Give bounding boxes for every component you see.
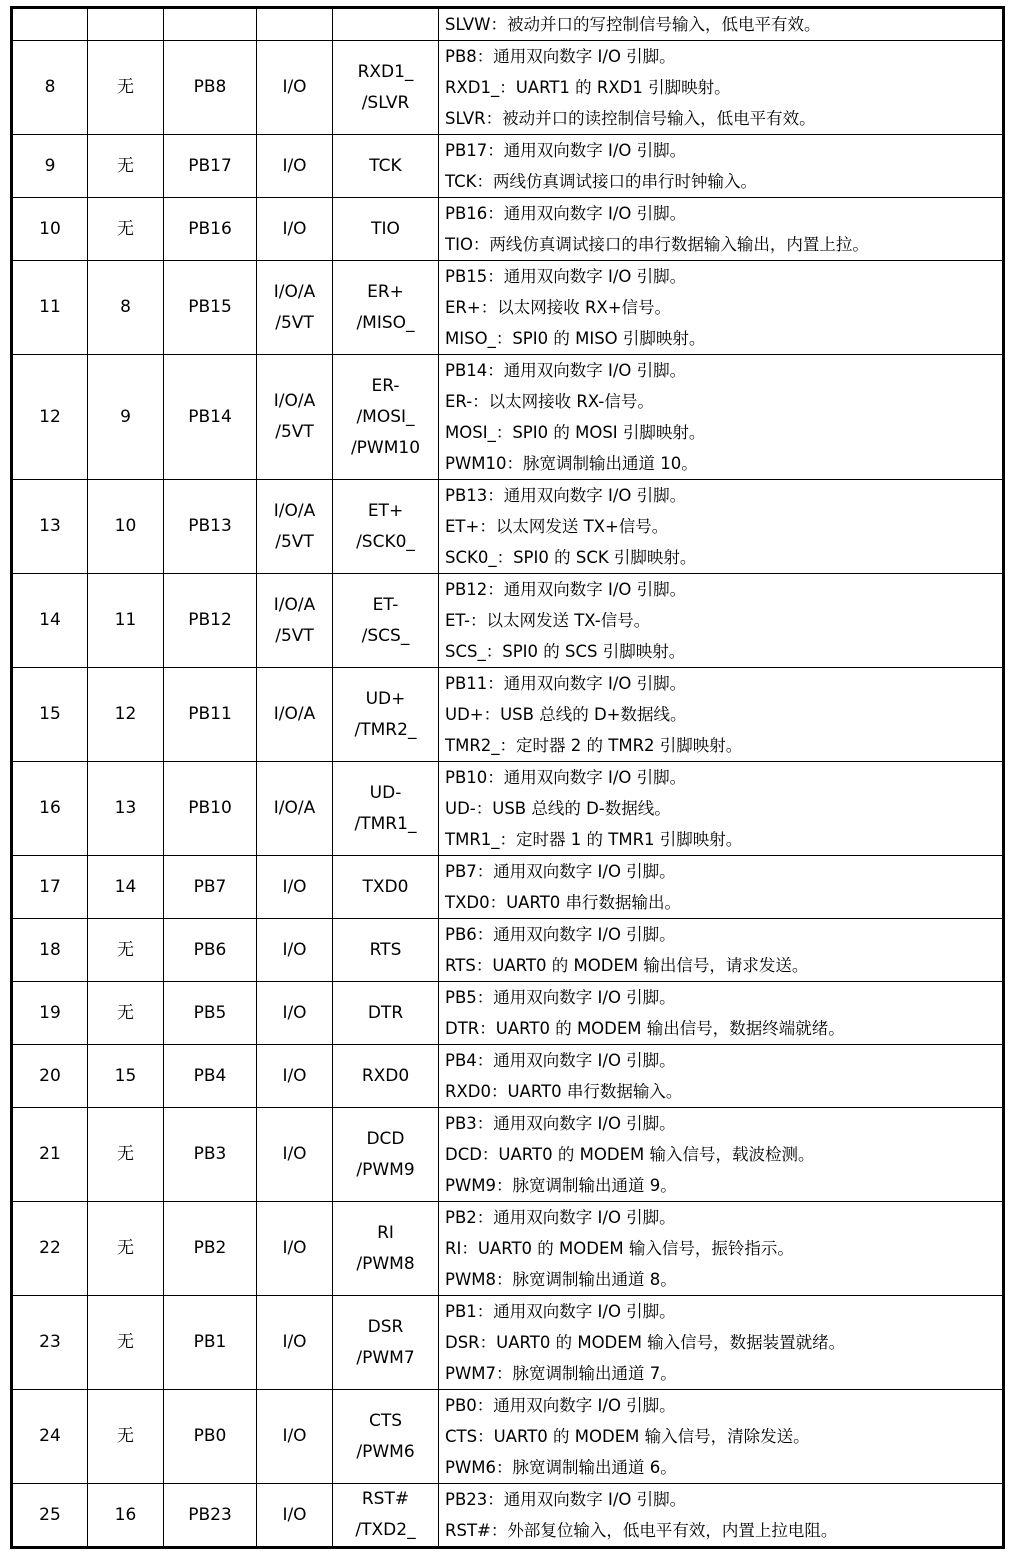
pin-number-cell: 19 [12, 982, 88, 1045]
description-line: TCK：两线仿真调试接口的串行时钟输入。 [445, 172, 757, 191]
description-cell [439, 762, 1004, 856]
pin-number-cell: 18 [12, 919, 88, 982]
description-line: ER-：以太网接收 RX-信号。 [445, 392, 654, 411]
table-row [12, 919, 1004, 982]
pin-name-cell: PB4 [164, 1045, 257, 1108]
type-line: I/O [282, 1504, 307, 1525]
pin-type-cell [257, 1202, 333, 1296]
description-line: MOSI_：SPI0 的 MOSI 引脚映射。 [445, 423, 706, 442]
pin-type-cell [257, 1045, 333, 1108]
description-line: PB5：通用双向数字 I/O 引脚。 [445, 988, 676, 1007]
alt-function-cell [333, 8, 439, 41]
description-line: CTS：UART0 的 MODEM 输入信号，清除发送。 [445, 1427, 810, 1446]
description-line: SLVW：被动并口的写控制信号输入，低电平有效。 [445, 15, 821, 34]
type-line: I/O [282, 1426, 307, 1446]
type-line: I/O/A [273, 704, 316, 724]
alt-pin-number-cell: 无 [88, 982, 164, 1045]
description-line: PB14：通用双向数字 I/O 引脚。 [445, 361, 687, 380]
description-line: SCK0_：SPI0 的 SCK 引脚映射。 [445, 548, 697, 567]
alt-function-cell [333, 135, 439, 198]
alt-function-cell [333, 762, 439, 856]
pin-type-cell [257, 919, 333, 982]
table-row [12, 1202, 1004, 1296]
alt-pin-number-cell: 14 [88, 856, 164, 919]
description-cell [439, 1296, 1004, 1390]
type-line: I/O [282, 1002, 307, 1023]
pin-type-cell [257, 135, 333, 198]
description-line: DCD：UART0 的 MODEM 输入信号，载波检测。 [445, 1145, 815, 1164]
description-cell [439, 1045, 1004, 1108]
description-line: UD-：USB 总线的 D-数据线。 [445, 799, 671, 818]
description-line: PWM7：脉宽调制输出通道 7。 [445, 1364, 677, 1383]
type-line: I/O/A [273, 500, 316, 521]
description-cell [439, 8, 1004, 41]
table-row [12, 41, 1004, 135]
pin-name-cell: PB3 [164, 1108, 257, 1202]
alt-function-cell [333, 1390, 439, 1484]
alt-line: /PWM10 [350, 437, 421, 458]
pin-type-cell [257, 261, 333, 355]
alt-line: TXD0 [362, 876, 409, 897]
description-line: DTR：UART0 的 MODEM 输出信号，数据终端就绪。 [445, 1019, 845, 1038]
table-row [12, 982, 1004, 1045]
type-line: I/O [282, 1332, 307, 1352]
type-line: I/O/A [273, 391, 316, 411]
alt-line: RI [377, 1222, 394, 1243]
table-row [12, 8, 1004, 41]
description-line: TXD0：UART0 串行数据输出。 [445, 893, 682, 912]
pin-number-cell: 10 [12, 198, 88, 261]
description-line: PB23：通用双向数字 I/O 引脚。 [445, 1490, 687, 1509]
alt-function-cell [333, 355, 439, 480]
description-line: RI：UART0 的 MODEM 输入信号，振铃指示。 [445, 1239, 794, 1258]
pin-name-cell: PB23 [164, 1484, 257, 1548]
alt-line: TIO [371, 218, 400, 239]
table-row [12, 1390, 1004, 1484]
description-line: PB6：通用双向数字 I/O 引脚。 [445, 925, 676, 944]
pin-number-cell: 25 [12, 1484, 88, 1548]
pin-number-cell: 21 [12, 1108, 88, 1202]
description-cell [439, 1390, 1004, 1484]
pin-type-cell [257, 1296, 333, 1390]
description-cell [439, 668, 1004, 762]
pin-name-cell: PB6 [164, 919, 257, 982]
pin-number-cell: 20 [12, 1045, 88, 1108]
pin-type-cell [257, 41, 333, 135]
pin-name-cell: PB2 [164, 1202, 257, 1296]
alt-line: ER+ [367, 281, 404, 302]
alt-line: RXD0 [361, 1065, 410, 1086]
type-line: /5VT [275, 531, 314, 552]
alt-function-cell [333, 41, 439, 135]
pin-number-cell: 22 [12, 1202, 88, 1296]
alt-line: /PWM8 [356, 1253, 415, 1274]
pin-name-cell: PB11 [164, 668, 257, 762]
alt-pin-number-cell: 无 [88, 1108, 164, 1202]
alt-function-cell [333, 668, 439, 762]
description-cell [439, 574, 1004, 668]
pin-name-cell: PB14 [164, 355, 257, 480]
description-line: SLVR：被动并口的读控制信号输入，低电平有效。 [445, 109, 816, 128]
alt-pin-number-cell: 无 [88, 1296, 164, 1390]
description-line: PWM10：脉宽调制输出通道 10。 [445, 454, 698, 473]
description-cell [439, 261, 1004, 355]
pin-type-cell [257, 198, 333, 261]
description-line: RXD1_：UART1 的 RXD1 引脚映射。 [445, 78, 731, 97]
table-row [12, 574, 1004, 668]
description-cell [439, 1202, 1004, 1296]
alt-pin-number-cell: 无 [88, 919, 164, 982]
pin-name-cell: PB7 [164, 856, 257, 919]
alt-line: TCK [369, 155, 402, 176]
alt-function-cell [333, 261, 439, 355]
alt-line: CTS [368, 1410, 403, 1431]
description-cell [439, 856, 1004, 919]
alt-line: DSR [367, 1316, 404, 1337]
description-line: PB7：通用双向数字 I/O 引脚。 [445, 862, 676, 881]
alt-line: /SCS_ [361, 625, 410, 646]
table-row [12, 668, 1004, 762]
table-row [12, 1484, 1004, 1548]
description-cell [439, 982, 1004, 1045]
description-cell [439, 135, 1004, 198]
description-cell [439, 1108, 1004, 1202]
description-line: PWM8：脉宽调制输出通道 8。 [445, 1270, 677, 1289]
pin-name-cell: PB17 [164, 135, 257, 198]
pin-type-cell [257, 480, 333, 574]
pin-description-table [10, 6, 1005, 1549]
pin-name-cell: PB5 [164, 982, 257, 1045]
description-line: PB4：通用双向数字 I/O 引脚。 [445, 1051, 676, 1070]
type-line: I/O/A [273, 798, 316, 818]
pin-type-cell [257, 1390, 333, 1484]
pin-type-cell [257, 1484, 333, 1548]
description-line: PB8：通用双向数字 I/O 引脚。 [445, 47, 676, 66]
alt-line: ET+ [367, 500, 404, 521]
alt-pin-number-cell: 无 [88, 135, 164, 198]
alt-line: /SCK0_ [356, 531, 415, 552]
alt-pin-number-cell: 12 [88, 668, 164, 762]
alt-pin-number-cell: 8 [88, 261, 164, 355]
pin-number-cell: 23 [12, 1296, 88, 1390]
alt-line: /TMR1_ [354, 813, 417, 834]
type-line: I/O/A [273, 281, 316, 302]
pin-number-cell: 17 [12, 856, 88, 919]
pin-name-cell: PB1 [164, 1296, 257, 1390]
alt-pin-number-cell: 13 [88, 762, 164, 856]
alt-function-cell [333, 480, 439, 574]
alt-line: ER- [371, 375, 400, 396]
alt-pin-number-cell [88, 8, 164, 41]
type-line: I/O [282, 1238, 307, 1258]
pin-number-cell: 12 [12, 355, 88, 480]
description-line: RXD0：UART0 串行数据输入。 [445, 1082, 683, 1101]
pin-name-cell: PB10 [164, 762, 257, 856]
table-row [12, 261, 1004, 355]
description-cell [439, 198, 1004, 261]
alt-line: /PWM9 [356, 1159, 415, 1180]
description-line: ET+：以太网发送 TX+信号。 [445, 517, 669, 536]
description-line: PWM9：脉宽调制输出通道 9。 [445, 1176, 677, 1195]
pin-name-cell [164, 8, 257, 41]
description-line: PWM6：脉宽调制输出通道 6。 [445, 1458, 677, 1477]
alt-line: DCD [366, 1128, 405, 1149]
pin-type-cell [257, 982, 333, 1045]
alt-pin-number-cell: 15 [88, 1045, 164, 1108]
type-line: I/O [282, 1144, 307, 1164]
description-line: RTS：UART0 的 MODEM 输出信号，请求发送。 [445, 956, 809, 975]
description-line: PB1：通用双向数字 I/O 引脚。 [445, 1302, 676, 1321]
table-row [12, 135, 1004, 198]
description-line: PB10：通用双向数字 I/O 引脚。 [445, 768, 687, 787]
description-cell [439, 919, 1004, 982]
table-row [12, 856, 1004, 919]
pin-number-cell: 9 [12, 135, 88, 198]
description-cell [439, 355, 1004, 480]
pin-type-cell [257, 762, 333, 856]
pin-number-cell: 14 [12, 574, 88, 668]
alt-function-cell [333, 574, 439, 668]
alt-pin-number-cell: 无 [88, 1202, 164, 1296]
alt-function-cell [333, 982, 439, 1045]
alt-pin-number-cell: 9 [88, 355, 164, 480]
table-row [12, 1296, 1004, 1390]
alt-line: /PWM7 [356, 1347, 415, 1368]
pin-number-cell: 8 [12, 41, 88, 135]
pin-number-cell: 13 [12, 480, 88, 574]
alt-line: /SLVR [361, 92, 410, 113]
alt-line: /TMR2_ [354, 719, 417, 740]
description-line: MISO_：SPI0 的 MISO 引脚映射。 [445, 329, 706, 348]
description-line: PB13：通用双向数字 I/O 引脚。 [445, 486, 687, 505]
alt-line: RTS [369, 939, 402, 960]
pin-type-cell [257, 8, 333, 41]
pin-number-cell [12, 8, 88, 41]
description-line: ET-：以太网发送 TX-信号。 [445, 611, 651, 630]
alt-line: UD- [369, 782, 402, 803]
pin-type-cell [257, 1108, 333, 1202]
description-line: RST#：外部复位输入，低电平有效，内置上拉电阻。 [445, 1521, 838, 1540]
description-cell [439, 1484, 1004, 1548]
pin-type-cell [257, 668, 333, 762]
alt-line: /PWM6 [356, 1441, 415, 1462]
pin-type-cell [257, 856, 333, 919]
alt-pin-number-cell: 无 [88, 198, 164, 261]
pin-type-cell [257, 355, 333, 480]
type-line: I/O [282, 155, 307, 176]
pin-name-cell: PB0 [164, 1390, 257, 1484]
alt-function-cell [333, 1484, 439, 1548]
alt-line: UD+ [365, 688, 406, 709]
description-line: DSR：UART0 的 MODEM 输入信号，数据装置就绪。 [445, 1333, 846, 1352]
pin-number-cell: 11 [12, 261, 88, 355]
alt-pin-number-cell: 10 [88, 480, 164, 574]
table-body [12, 8, 1004, 1548]
pin-name-cell: PB13 [164, 480, 257, 574]
description-line: SCS_：SPI0 的 SCS 引脚映射。 [445, 642, 686, 661]
alt-line: /TXD2_ [355, 1520, 416, 1540]
pin-name-cell: PB12 [164, 574, 257, 668]
pin-name-cell: PB15 [164, 261, 257, 355]
type-line: I/O [282, 939, 307, 960]
description-line: PB2：通用双向数字 I/O 引脚。 [445, 1208, 676, 1227]
table-row [12, 355, 1004, 480]
alt-line: ET- [372, 594, 399, 615]
type-line: I/O [282, 876, 307, 897]
type-line: I/O [282, 218, 307, 239]
description-cell [439, 480, 1004, 574]
table-row [12, 1045, 1004, 1108]
type-line: /5VT [275, 312, 314, 333]
alt-function-cell [333, 1045, 439, 1108]
pin-type-cell [257, 574, 333, 668]
alt-line: RST# [361, 1489, 410, 1509]
description-line: PB12：通用双向数字 I/O 引脚。 [445, 580, 687, 599]
alt-function-cell [333, 1108, 439, 1202]
alt-pin-number-cell: 11 [88, 574, 164, 668]
pin-number-cell: 24 [12, 1390, 88, 1484]
alt-function-cell [333, 856, 439, 919]
pin-name-cell: PB8 [164, 41, 257, 135]
type-line: I/O/A [273, 594, 316, 615]
description-line: PB0：通用双向数字 I/O 引脚。 [445, 1396, 676, 1415]
alt-line: RXD1_ [357, 61, 414, 82]
alt-line: DTR [367, 1002, 404, 1023]
pin-number-cell: 15 [12, 668, 88, 762]
alt-function-cell [333, 198, 439, 261]
type-line: I/O [282, 77, 307, 97]
alt-pin-number-cell: 无 [88, 41, 164, 135]
description-line: PB17：通用双向数字 I/O 引脚。 [445, 141, 687, 160]
table-row [12, 480, 1004, 574]
type-line: /5VT [275, 625, 314, 646]
alt-function-cell [333, 919, 439, 982]
description-line: TMR2_：定时器 2 的 TMR2 引脚映射。 [445, 736, 743, 755]
table-row [12, 762, 1004, 856]
alt-line: /MOSI_ [356, 406, 415, 427]
table-row [12, 1108, 1004, 1202]
description-line: PB15：通用双向数字 I/O 引脚。 [445, 267, 687, 286]
alt-pin-number-cell: 无 [88, 1390, 164, 1484]
description-line: TIO：两线仿真调试接口的串行数据输入输出，内置上拉。 [445, 235, 869, 254]
table-row [12, 198, 1004, 261]
type-line: /5VT [275, 422, 314, 442]
pin-number-cell: 16 [12, 762, 88, 856]
alt-function-cell [333, 1202, 439, 1296]
alt-pin-number-cell: 16 [88, 1484, 164, 1548]
type-line: I/O [282, 1065, 307, 1086]
description-line: PB3：通用双向数字 I/O 引脚。 [445, 1114, 676, 1133]
description-line: ER+：以太网接收 RX+信号。 [445, 298, 672, 317]
alt-function-cell [333, 1296, 439, 1390]
description-cell [439, 41, 1004, 135]
pin-name-cell: PB16 [164, 198, 257, 261]
description-line: UD+：USB 总线的 D+数据线。 [445, 705, 687, 724]
alt-line: /MISO_ [356, 312, 415, 333]
description-line: PB16：通用双向数字 I/O 引脚。 [445, 204, 687, 223]
description-line: PB11：通用双向数字 I/O 引脚。 [445, 674, 687, 693]
description-line: TMR1_：定时器 1 的 TMR1 引脚映射。 [445, 830, 743, 849]
